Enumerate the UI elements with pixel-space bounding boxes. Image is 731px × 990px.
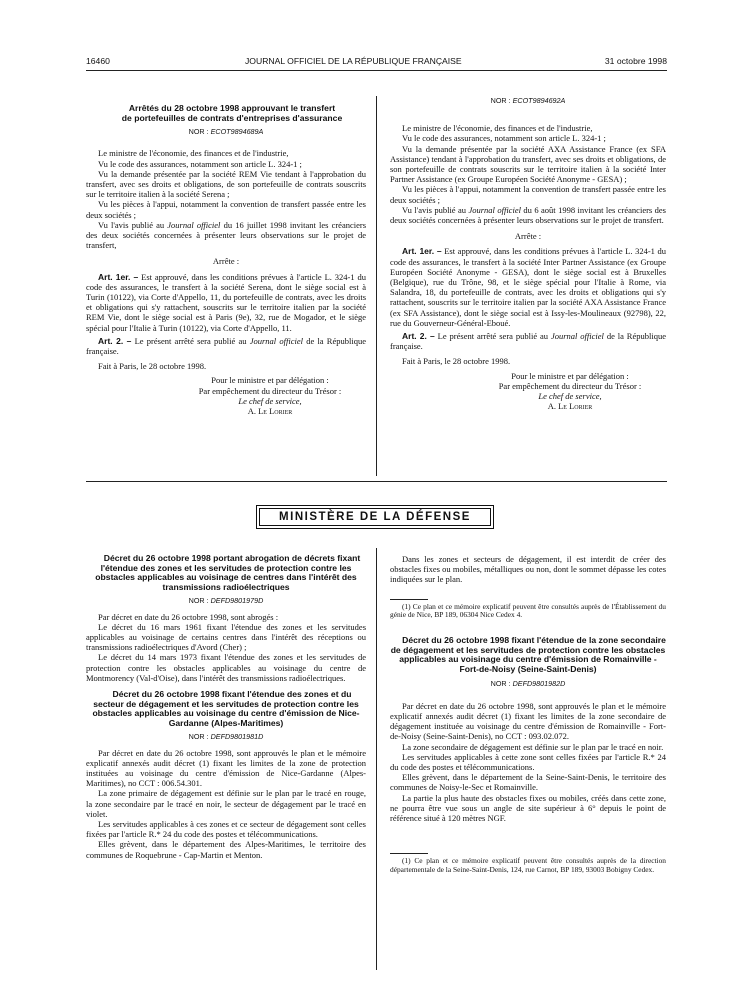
- fait-a-paris: Fait à Paris, le 28 octobre 1998.: [402, 356, 511, 367]
- paragraph: Vu la demande présentée par la société REM Vie tendant à l'approbation du transfert, avec ses droits et obligations, de son portefeuille de contrats souscrits sur le territoire italien à la société Serena ;: [86, 168, 366, 200]
- decret-3-title: Décret du 26 octobre 1998 fixant l'étendue de la zone secondaire de dégagement et les servitudes de protection contre les obstacles applicables au voisinage du centre d'émission de Romainville - Fort-de-Noisy (Seine-Saint-Denis): [390, 635, 666, 674]
- arrete-axa-assistance: [390, 96, 666, 411]
- paragraph: Le décret du 14 mars 1973 fixant l'étendue des zones et les servitudes de protection contre les obstacles applicables au voisinage du centre de Montmorency (Val-d'Oise), dans l'intérêt des transmissions radioélectriques.: [86, 652, 366, 683]
- signatory-name: A. Le Lorier: [247, 406, 293, 417]
- decret-2-title: Décret du 26 octobre 1998 fixant l'étendue des zones et du secteur de dégagement et les servitudes de protection contre les obstacles applicables au voisinage du centre d'émission de Nice-Gardanne (Alpes-Maritimes): [92, 689, 360, 728]
- header-rule: [86, 70, 667, 71]
- article-2: Art. 2. – Le présent arrêté sera publié au Journal officiel de la République française.: [390, 331, 666, 352]
- paragraph: La partie la plus haute des obstacles fixes ou mobiles, créés dans cette zone, ne pourra être vue sous un angle de site supérieur à 6° depuis le point de référence situé à 120 mètres NGF.: [390, 792, 666, 824]
- paragraph: Par décret en date du 26 octobre 1998, sont abrogés :: [98, 611, 279, 622]
- paragraph: Les servitudes applicables à cette zone sont celles fixées par l'article R.* 24 du code des postes et télécommunications.: [390, 751, 666, 772]
- paragraph: Le ministre de l'économie, des finances et de l'industrie,: [98, 148, 289, 159]
- paragraph: Vu le code des assurances, notamment son article L. 324-1 ;: [98, 158, 302, 169]
- article-1: Art. 1er. – Est approuvé, dans les conditions prévues à l'article L. 324-1 du code des assurances, le transfert à la société Serena, dont le siège social est à Turin (10122), via Corte d'Appello, 11, du portefeuille de contrats, avec les droits et obligations qui s'y rattachent, souscrits sur le territoire italien par la société REM Vie, dont le siège social est à Paris (9e), 32, rue de Mogador, et le siège spécial pour l'Italie à Turin (10122), via Corte d'Appello, 11.: [86, 271, 367, 333]
- paragraph: Dans les zones et secteurs de dégagement, il est interdit de créer des obstacles fixes ou mobiles, métalliques ou non, dont le sommet dépasse les cotes indiquées sur le plan.: [390, 554, 666, 585]
- defense-decrets-left: [86, 554, 366, 860]
- paragraph: Elles grèvent, dans le département des Alpes-Maritimes, le territoire des communes de Roquebrune - Cap-Martin et Menton.: [86, 839, 366, 860]
- ministry-heading: MINISTÈRE DE LA DÉFENSE: [259, 508, 491, 526]
- arrete-title-line1: Arrêtés du 28 octobre 1998 approuvant le transfert: [128, 103, 336, 113]
- paragraph: Elles grèvent, dans le département de la Seine-Saint-Denis, le territoire des communes de Noisy-le-Sec et Romainville.: [390, 772, 666, 793]
- section-rule: [86, 481, 667, 482]
- nor-reference: NOR : ECOT9894689A: [188, 127, 264, 137]
- ministry-heading-box: [256, 505, 494, 529]
- paragraph: Par décret en date du 26 octobre 1998, sont approuvés le plan et le mémoire explicatif annexés audit décret (1) fixant les limites de la zone secondaire de dégagement instituée au voisinage du centre d'émission de Romainville - Fort-de-Noisy (Seine-Saint-Denis), no CCT : 093.02.072.: [390, 700, 666, 742]
- journal-title: JOURNAL OFFICIEL DE LA RÉPUBLIQUE FRANÇAISE: [245, 56, 462, 66]
- arrete-title-line2: de portefeuilles de contrats d'entreprises d'assurance: [121, 112, 343, 123]
- footnote: (1) Ce plan et ce mémoire explicatif peuvent être consultés auprès de la direction départementale de la Seine-Saint-Denis, 124, rue Carnot, BP 189, 93003 Bobigny Cedex.: [390, 856, 666, 875]
- footnote: (1) Ce plan et ce mémoire explicatif peuvent être consultés auprès de l'Établissement du génie de Nice, BP 189, 06304 Nice Cedex 4.: [390, 601, 666, 620]
- arrete-label: Arrête :: [212, 256, 240, 267]
- paragraph: Vu la demande présentée par la société AXA Assistance France (ex SFA Assistance) tendant à l'approbation du transfert, avec ses droits et obligations, de son portefeuille de contrats souscrits sur le territoire italien à la société Inter Partner Assistance (ex Groupe Européen Société Anonyme - GESA) ;: [390, 143, 666, 185]
- paragraph: Vu les pièces à l'appui, notamment la convention de transfert passée entre les deux sociétés ;: [86, 199, 366, 220]
- nor-reference: NOR : ECOT9894692A: [490, 96, 566, 105]
- paragraph: La zone primaire de dégagement est définie sur le plan par le tracé en rouge, la zone secondaire par le tracé en noir, le secteur de dégagement par le tracé en violet.: [86, 788, 366, 819]
- paragraph: Vu l'avis publié au Journal officiel du 6 août 1998 invitant les créanciers des deux sociétés concernées à présenter leurs observations sur le projet de transfert.: [390, 204, 666, 226]
- signature-block: Pour le ministre et par délégation : Par empêchement du directeur du Trésor : Le chef de service, A. Le Lorier: [180, 375, 360, 416]
- issue-date: 31 octobre 1998: [604, 56, 667, 66]
- paragraph: La zone secondaire de dégagement est définie sur le plan par le tracé en noir.: [402, 741, 664, 752]
- nor-reference: NOR : DEFD9801981D: [188, 732, 264, 742]
- paragraph: Vu le code des assurances, notamment son article L. 324-1 ;: [402, 133, 606, 144]
- defense-decrets-right: [390, 554, 666, 875]
- signatory-name: A. Le Lorier: [547, 401, 593, 412]
- article-2: Art. 2. – Le présent arrêté sera publié au Journal officiel de la République française.: [86, 335, 366, 357]
- paragraph: Le décret du 16 mars 1961 fixant l'étendue des zones et les servitudes applicables au voisinage de certains centres dans l'intérêt des réceptions ou transmissions radioélectriques d'Avord (Cher) ;: [86, 621, 366, 653]
- nor-reference: NOR : DEFD9801979D: [188, 596, 264, 606]
- decret-1-title: Décret du 26 octobre 1998 portant abrogation de décrets fixant l'étendue des zones et les servitudes de protection contre les obstacles applicables au voisinage de centres dans l'intérêt des transmissions radioélectriques: [95, 553, 361, 592]
- paragraph: Les servitudes applicables à ces zones et ce secteur de dégagement sont celles fixées par l'article R.* 24 du code des postes et télécommunications.: [86, 819, 366, 840]
- column-divider-top: [376, 96, 377, 476]
- nor-reference: NOR : DEFD9801982D: [490, 678, 566, 688]
- footnote-rule: [390, 853, 428, 854]
- page-number: 16460: [86, 56, 110, 66]
- fait-a-paris: Fait à Paris, le 28 octobre 1998.: [98, 361, 207, 372]
- column-divider-bottom: [376, 548, 377, 970]
- arrete-rem-vie: [86, 104, 366, 416]
- paragraph: Vu les pièces à l'appui, notamment la convention de transfert passée entre les deux sociétés ;: [390, 184, 666, 205]
- signature-block: Pour le ministre et par délégation : Par empêchement du directeur du Trésor : Le chef de service, A. Le Lorier: [480, 371, 660, 412]
- paragraph: Le ministre de l'économie, des finances et de l'industrie,: [402, 123, 593, 134]
- footnote-rule: [390, 599, 428, 600]
- paragraph: Par décret en date du 26 octobre 1998, sont approuvés le plan et le mémoire explicatif annexés audit décret (1) fixant les limites de la zone de protection instituées au voisinage du centre d'émission de Nice-Gardanne (Alpes-Maritimes), no CCT : 006.54.301.: [86, 747, 366, 789]
- article-1: Art. 1er. – Est approuvé, dans les conditions prévues à l'article L. 324-1 du code des assurances, le transfert à la société Inter Partner Assistance (ex Groupe Européen Société Anonyme - GESA), dont le siège social est à Bruxelles (Belgique), rue du Trône, 98, et le siège spécial pour l'Italie à Rome, via Salandra, 18, du portefeuille de contrats, avec les droits et obligations qui s'y rattachent, souscrits sur le territoire italien par la société AXA Assistance France (ex SFA Assistance), dont le siège social est à Issy-les-Moulineaux (92798), 22, rue du Gouverneur-Général-Eboué.: [390, 246, 667, 328]
- paragraph: Vu l'avis publié au Journal officiel du 16 juillet 1998 invitant les créanciers des deux sociétés concernées à présenter leurs observations sur le projet de transfert,: [86, 219, 367, 251]
- arrete-label: Arrête :: [514, 231, 542, 242]
